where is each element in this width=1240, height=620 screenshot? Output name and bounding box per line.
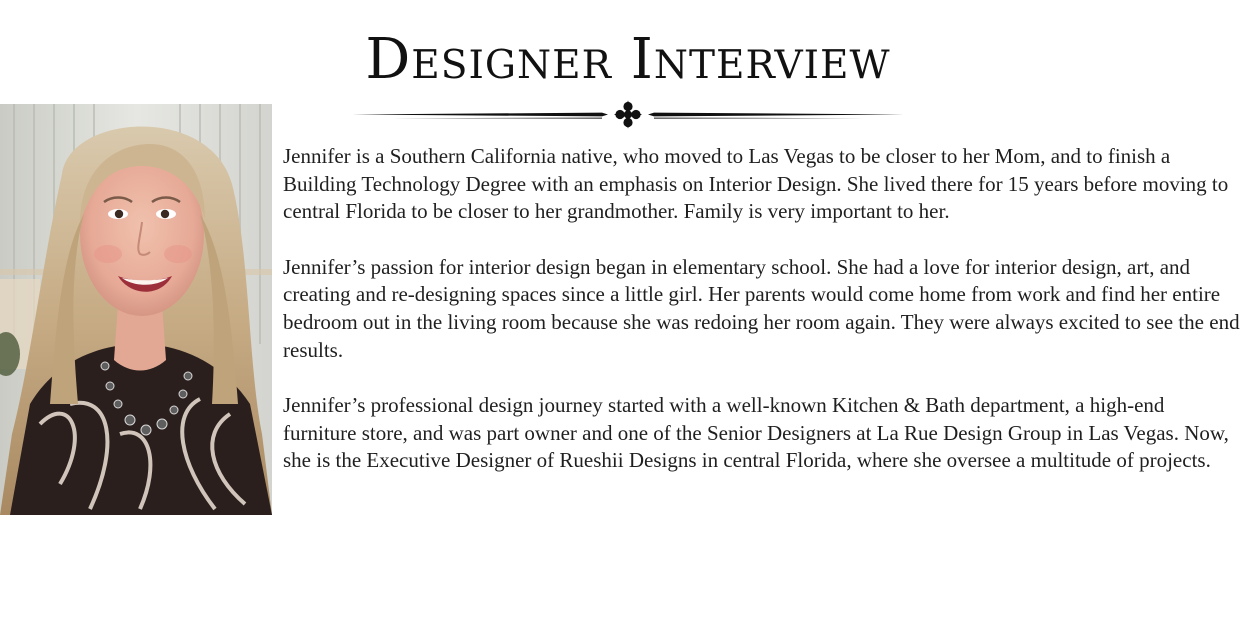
bio-text — [283, 143, 1240, 503]
page-title: Designer Interview — [365, 27, 891, 92]
bio-paragraph-1: Jennifer is a Southern California native, who moved to Las Vegas to be closer to her Mom, and to finish a Building Technology Degree with an emphasis on Interior Design. She lived there for 15 years before moving to central Florida to be closer to her grandmother. Family is very important to her. — [283, 144, 1229, 224]
bio-paragraph-2: Jennifer’s passion for interior design began in elementary school. She had a love for interior design, art, and creating and re-designing spaces since a little girl. Her parents would come home from work and find her entire bedroom out in the living room because she was redoing her room again. They were always excited to see the end results. — [283, 254, 1240, 362]
fleuron-divider-icon — [352, 98, 904, 132]
portrait-photo — [0, 104, 272, 515]
bio-paragraph-3: Jennifer’s professional design journey started with a well-known Kitchen & Bath department, a high-end furniture store, and was part owner and one of the Senior Designers at La Rue Design Group in Las Vegas. Now, she is the Executive Designer of Rueshii Designs in central Florida, where she oversee a multitude of projects. — [283, 393, 1229, 473]
